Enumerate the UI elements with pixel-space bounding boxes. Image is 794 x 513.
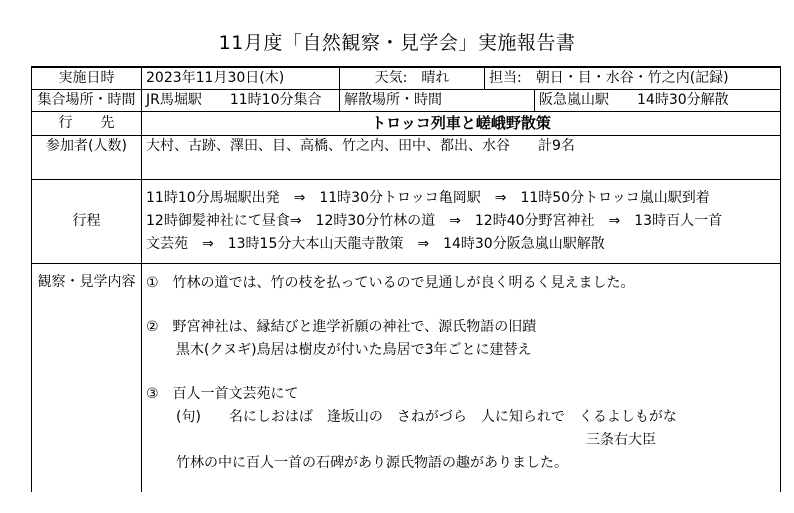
date-label: 実施日時 xyxy=(32,67,142,90)
destination-value: トロッコ列車と嵯峨野散策 xyxy=(142,112,781,136)
observation-item-3: ③ 百人一首文芸苑にて xyxy=(146,386,299,402)
poem-text: (句) 名にしおはば 逢坂山の さねがづら 人に知られで くるよしもがな xyxy=(176,409,677,425)
staff-value: 担当: 朝日・目・水谷・竹之内(記録) xyxy=(485,67,781,90)
observation-label: 観察・見学内容 xyxy=(32,264,142,493)
report-title: 11月度「自然観察・見学会」実施報告書 xyxy=(218,32,576,54)
itinerary-line-3: 文芸苑 ⇒ 13時15分大本山天龍寺散策 ⇒ 14時30分阪急嵐山駅解散 xyxy=(146,236,605,252)
itinerary-cell xyxy=(142,180,781,264)
report-table xyxy=(31,66,781,492)
itinerary-line-1: 11時10分馬堀駅出発 ⇒ 11時30分トロッコ亀岡駅 ⇒ 11時50分トロッコ嵐山駅到着 xyxy=(146,190,710,206)
observation-item-2-detail: 黒木(クヌギ)鳥居は樹皮が付いた鳥居で3年ごとに建替え xyxy=(176,342,532,358)
participants-value: 大村、古跡、澤田、目、高橋、竹之内、田中、都出、水谷 計9名 xyxy=(142,136,781,180)
destination-label: 行 先 xyxy=(32,112,142,136)
observation-row xyxy=(32,264,781,493)
destination-row xyxy=(32,112,781,136)
meeting-row xyxy=(32,90,781,112)
date-row xyxy=(32,67,781,90)
dismissal-label: 解散場所・時間 xyxy=(340,90,535,112)
observation-item-3-detail: 竹林の中に百人一首の石碑があり源氏物語の趣がありました。 xyxy=(176,455,568,471)
itinerary-row xyxy=(32,180,781,264)
observation-item-2: ② 野宮神社は、縁結びと進学祈願の神社で、源氏物語の旧蹟 xyxy=(146,319,537,335)
observation-item-1: ① 竹林の道では、竹の枝を払っているので見通しが良く明るく見えました。 xyxy=(146,275,635,291)
observation-cell xyxy=(142,264,781,493)
participants-label: 参加者(人数) xyxy=(32,136,142,180)
itinerary-line-2: 12時御髪神社にて昼食⇒ 12時30分竹林の道 ⇒ 12時40分野宮神社 ⇒ 13時百人一首 xyxy=(146,213,723,229)
poet-name: 三条右大臣 xyxy=(586,432,656,448)
itinerary-label: 行程 xyxy=(32,180,142,264)
weather-value: 天気: 晴れ xyxy=(340,67,485,90)
meeting-value: JR馬堀駅 11時10分集合 xyxy=(142,90,340,112)
dismissal-value: 阪急嵐山駅 14時30分解散 xyxy=(535,90,781,112)
meeting-label: 集合場所・時間 xyxy=(32,90,142,112)
participants-row xyxy=(32,136,781,180)
date-value: 2023年11月30日(木) xyxy=(142,67,340,90)
